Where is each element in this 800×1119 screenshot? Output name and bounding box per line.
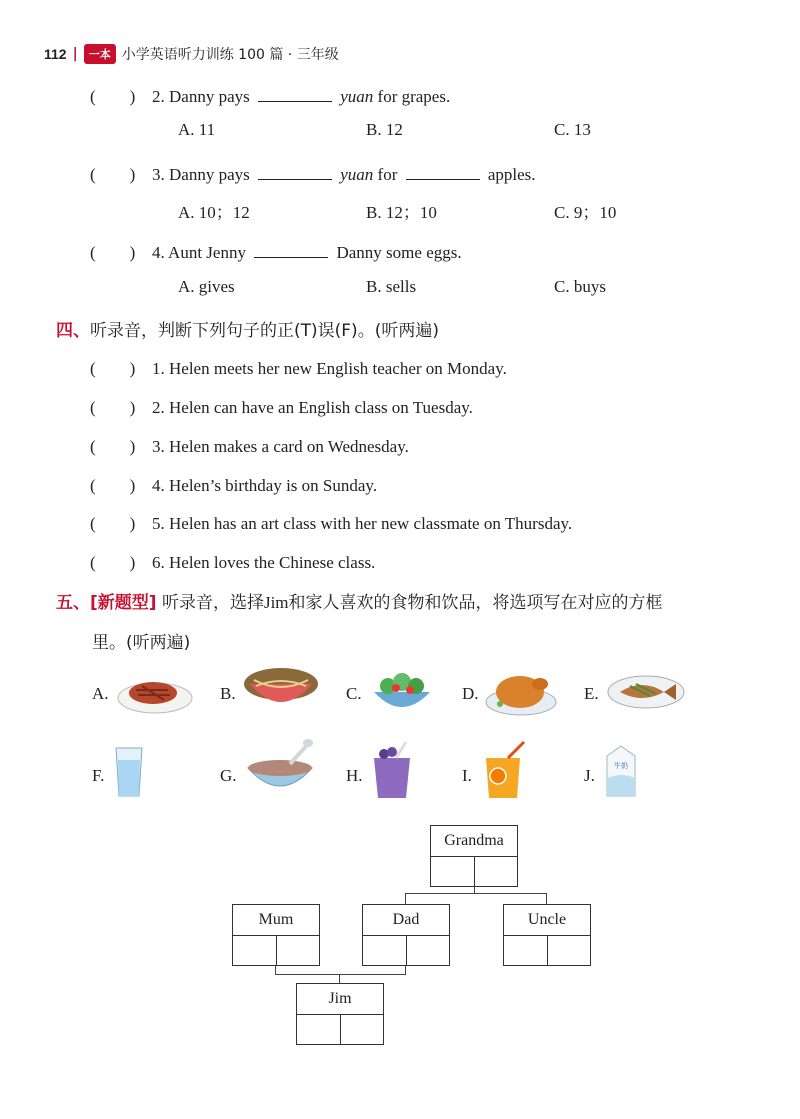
answer-blank[interactable] — [258, 178, 332, 180]
option[interactable]: A. 11 — [178, 120, 216, 139]
grape-juice-icon — [370, 740, 414, 800]
option[interactable]: B. 12 — [366, 120, 403, 139]
food-label-c: C. — [346, 684, 362, 703]
option[interactable]: C. 9；10 — [554, 203, 617, 222]
answer-blank[interactable] — [254, 256, 328, 258]
answer-cell[interactable] — [233, 936, 277, 965]
salad-icon — [370, 666, 434, 718]
tree-connector — [405, 893, 406, 904]
page-header — [44, 44, 339, 64]
question-row: ( ) 4. Aunt Jenny Danny some eggs. — [90, 238, 462, 263]
answer-paren[interactable]: ( ) — [90, 514, 136, 533]
option[interactable]: C. 13 — [554, 120, 591, 139]
page-number: 112 — [44, 46, 67, 62]
roast-chicken-icon — [484, 666, 558, 718]
question-row: ( ) 3. Danny pays yuan for apples. — [90, 160, 536, 185]
option[interactable]: C. buys — [554, 277, 606, 296]
answer-cell[interactable] — [548, 936, 591, 965]
tree-connector — [546, 893, 547, 904]
tf-item: ( ) 4. Helen’s birthday is on Sunday. — [90, 471, 377, 496]
answer-paren[interactable]: ( ) — [90, 553, 136, 572]
food-label-g: G. — [220, 766, 237, 785]
option[interactable]: B. sells — [366, 277, 417, 296]
answer-paren[interactable]: ( ) — [90, 87, 136, 106]
question-row: ( ) 2. Danny pays yuan for grapes. — [90, 82, 450, 107]
answer-cell[interactable] — [341, 1015, 384, 1044]
option[interactable]: A. gives — [178, 277, 235, 296]
food-label-j: J. — [584, 766, 595, 785]
family-box-uncle — [503, 904, 591, 966]
answer-cell[interactable] — [475, 857, 518, 886]
food-label-a: A. — [92, 684, 109, 703]
water-icon — [114, 746, 144, 798]
food-label-i: I. — [462, 766, 472, 785]
family-box-jim — [296, 983, 384, 1045]
food-label-e: E. — [584, 684, 599, 703]
answer-cell[interactable] — [407, 936, 450, 965]
section-title-5: 五、[新题型] 听录音，选择Jim和家人喜欢的食物和饮品，将选项写在对应的方框 — [56, 593, 663, 613]
answer-paren[interactable]: ( ) — [90, 165, 136, 184]
section-title-5-line2: 里。(听两遍) — [92, 633, 191, 653]
answer-cell[interactable] — [431, 857, 475, 886]
tree-connector — [275, 974, 406, 975]
noodles-icon — [242, 664, 320, 720]
answer-paren[interactable]: ( ) — [90, 243, 136, 262]
tf-item: ( ) 6. Helen loves the Chinese class. — [90, 548, 375, 573]
book-title: 小学英语听力训练 100 篇 · 三年级 — [121, 47, 339, 63]
milk-carton-text: 牛奶 — [614, 762, 628, 770]
answer-paren[interactable]: ( ) — [90, 476, 136, 495]
family-box-grandma — [430, 825, 518, 887]
family-label: Jim — [297, 984, 383, 1015]
food-label-h: H. — [346, 766, 363, 785]
steak-icon — [116, 672, 194, 716]
food-label-f: F. — [92, 766, 105, 785]
tf-item: ( ) 5. Helen has an art class with her new classmate on Thursday. — [90, 509, 572, 534]
soup-icon — [244, 738, 316, 800]
family-label: Uncle — [504, 905, 590, 936]
food-label-b: B. — [220, 684, 236, 703]
tree-connector — [405, 893, 547, 894]
tree-connector — [339, 974, 340, 983]
header-divider: | — [72, 46, 78, 62]
tf-item: ( ) 3. Helen makes a card on Wednesday. — [90, 432, 409, 457]
food-label-d: D. — [462, 684, 479, 703]
book-logo: 一本 — [84, 44, 116, 64]
answer-blank[interactable] — [258, 100, 332, 102]
answer-cell[interactable] — [504, 936, 548, 965]
tf-item: ( ) 2. Helen can have an English class on Tuesday. — [90, 393, 473, 418]
option[interactable]: A. 10；12 — [178, 203, 250, 222]
answer-paren[interactable]: ( ) — [90, 359, 136, 378]
answer-cell[interactable] — [363, 936, 407, 965]
family-box-mum — [232, 904, 320, 966]
tf-item: ( ) 1. Helen meets her new English teacher on Monday. — [90, 354, 507, 379]
milk-icon — [604, 744, 638, 798]
answer-blank[interactable] — [406, 178, 480, 180]
orange-juice-icon — [480, 740, 530, 800]
fish-icon — [606, 670, 686, 712]
family-label: Mum — [233, 905, 319, 936]
family-label: Grandma — [431, 826, 517, 857]
answer-cell[interactable] — [297, 1015, 341, 1044]
answer-paren[interactable]: ( ) — [90, 437, 136, 456]
answer-cell[interactable] — [277, 936, 320, 965]
family-label: Dad — [363, 905, 449, 936]
family-box-dad — [362, 904, 450, 966]
section-title-4: 四、听录音，判断下列句子的正(T)误(F)。(听两遍) — [56, 321, 439, 341]
option[interactable]: B. 12；10 — [366, 203, 437, 222]
answer-paren[interactable]: ( ) — [90, 398, 136, 417]
